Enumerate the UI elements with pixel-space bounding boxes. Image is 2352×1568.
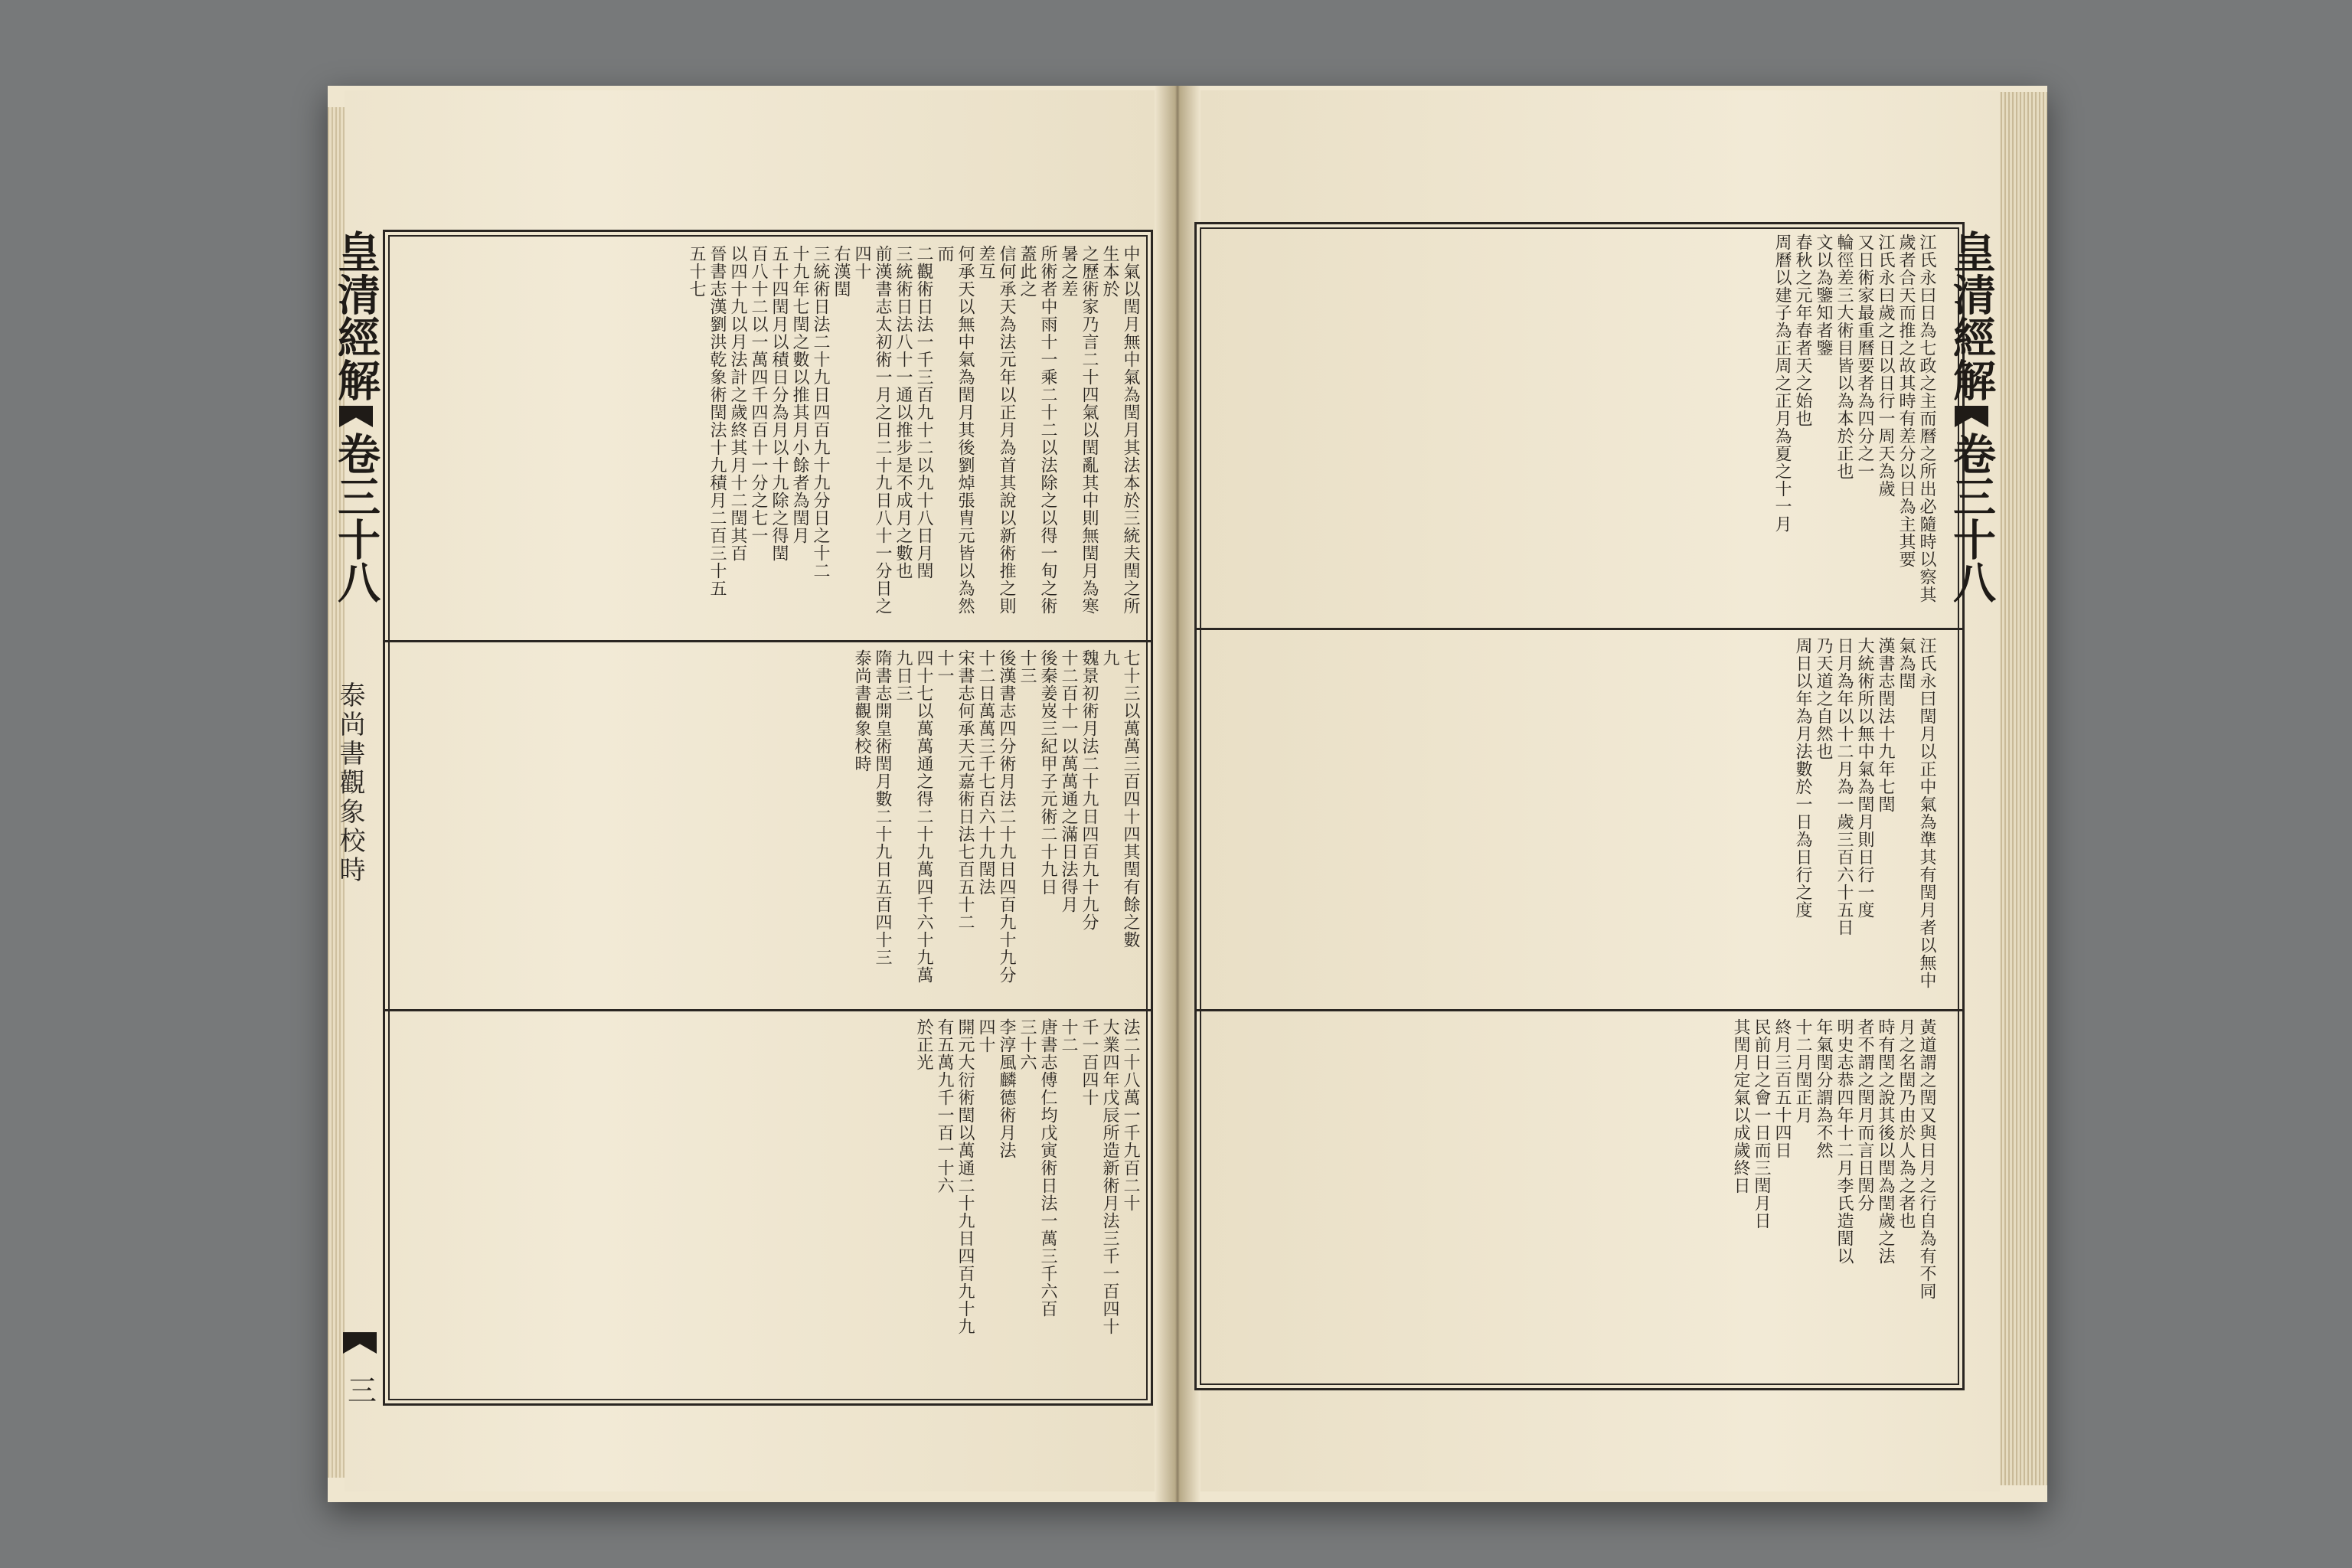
left-middle-register [390,649,1141,1001]
text-column: 開元大衍術閏以萬通二十九日四百九十九 [956,1018,975,1335]
fishtail-ornament-icon [339,406,373,427]
left-lower-register [390,1018,1141,1393]
text-column: 宋書志何承天元嘉術日法七百五十二 [956,649,975,931]
text-column: 五十四閏月以積日分為月以十九除之得閏 [769,245,789,562]
text-column: 黃道謂之閏又與日月之行自為有不同 [1917,1018,1936,1300]
text-column: 春秋之元年春者天之始也 [1793,234,1812,427]
text-column: 輪徑差三大術目皆以為本於正也 [1834,234,1854,480]
right-register-line-1 [1197,628,1962,630]
text-column: 年氣閏分謂為不然 [1814,1018,1833,1159]
text-column: 千一百四十 [1080,1018,1099,1106]
collator-note: 泰尚書觀象校時 [335,681,365,885]
text-column: 民前日之會一日而三閏月日 [1752,1018,1771,1230]
text-column: 李淳風麟德術月法 [997,1018,1016,1159]
fishtail-ornament-icon [343,1332,377,1354]
book-gutter [1155,86,1200,1502]
title-char: 解 [331,358,381,401]
text-column: 右漢閏 [831,245,851,298]
text-column: 有五萬九千一百一十六 [935,1018,954,1194]
text-column: 法二十八萬一千九百二十 [1121,1018,1140,1212]
text-column: 中氣以閏月無中氣為閏月其法本於三統夫閏之所生本於 [1100,245,1140,615]
text-column: 十二日萬萬三千七百六十九閏法 [976,649,995,896]
text-column: 江氏永曰日為七政之主而曆之所出必隨時以察其 [1917,234,1936,603]
text-column: 九日三 [893,649,913,702]
text-column: 文以為鑒知者鑒 [1814,234,1833,357]
text-column: 四十七以萬萬通之得二十九萬四千六十九萬 [914,649,933,984]
text-column: 時有閏之說其後以閏為閏歲之法 [1876,1018,1895,1265]
text-column: 日月為年以十二月為一歲三百六十五日 [1834,637,1854,936]
text-column: 隋書志開皇術閏月數二十九日五百四十三 [873,649,892,966]
text-column: 汪氏永曰閏月以正中氣為準其有閏月者以無中氣為閏 [1896,637,1936,989]
title-char: 皇 [1946,230,1997,273]
text-column: 三統術日法八十一通以推步是不成月之數也 [893,245,913,580]
text-column: 四十 [976,1018,995,1054]
left-register-line-1 [385,640,1151,642]
text-column: 十二 [1059,1018,1078,1054]
text-column: 月之名閏乃由於人為之者也 [1896,1018,1916,1230]
left-upper-register [390,245,1141,632]
text-column: 後秦姜岌三紀甲子元術二十九日 [1038,649,1057,896]
text-column: 百八十二以一萬四千四百十一分之七一 [749,245,768,544]
text-column: 信何承天為法元年以正月為首其說以新術推之則差互 [976,245,1016,615]
right-middle-register [1202,637,1937,1001]
title-char: 皇 [331,230,381,273]
text-column: 以四十九以月法計之歲終其月十二閏其百 [728,245,747,562]
title-char: 解 [1946,358,1997,401]
right-register-line-2 [1197,1009,1962,1011]
text-column: 泰尚書觀象校時 [852,649,871,773]
page-edge-right [1998,92,2047,1485]
text-column: 周曆以建子為正周之正月為夏之十一月 [1772,234,1792,533]
right-upper-register [1202,234,1937,620]
text-column: 大業四年戊辰所造新術月法三千一百四十 [1100,1018,1119,1335]
title-char: 清 [1946,273,1997,315]
text-column: 唐書志傅仁均戊寅術日法一萬三千六百 [1038,1018,1057,1318]
text-column: 歲者合天而推之故其時有差分以日為主其要 [1896,234,1916,568]
text-column: 者不謂之閏月而言日閏分 [1855,1018,1874,1212]
text-column: 晉書志漢劉洪乾象術閏法十九積月二百三十五 [707,245,727,597]
text-column: 後漢書志四分術月法二十九日四百九十九分 [997,649,1016,984]
text-column: 九 [1100,649,1119,667]
text-column: 五十七 [687,245,706,298]
left-page-number-block [337,1332,383,1407]
text-column: 七十三以萬萬三百四十四其閏有餘之數 [1121,649,1140,949]
text-column: 明史志恭四年十二月李氏造閏以 [1834,1018,1854,1265]
title-char: 經 [331,315,381,358]
title-char: 經 [1946,315,1997,358]
text-column: 之歷術家乃言二十四氣以閏亂其中則無閏月為寒暑之差 [1059,245,1099,615]
text-column: 十三 [1018,649,1037,684]
title-char: 八 [331,560,381,603]
title-char: 八 [1946,560,1997,603]
title-char: 三 [1946,475,1997,518]
text-column: 三十六 [1018,1018,1037,1071]
fishtail-ornament-icon [1955,406,1988,427]
title-char: 清 [331,273,381,315]
left-register-line-2 [385,1009,1151,1011]
text-column: 十一 [935,649,954,684]
title-char: 十 [1946,518,1997,560]
text-column: 又日術家最重曆要者為四分之一 [1855,234,1874,480]
text-column: 乃天道之自然也 [1814,637,1833,760]
title-char: 卷 [331,432,381,475]
text-column: 十二月閏正月 [1793,1018,1812,1124]
text-column: 漢書志閏法十九年七閏 [1876,637,1895,813]
text-column: 其閏月定氣以成歲終日 [1731,1018,1750,1194]
page-number: 三 [342,1375,377,1404]
text-column: 周日以年為月法數於一日為日行之度 [1793,637,1812,919]
right-lower-register [1202,1018,1937,1378]
text-column: 十二百十一以萬萬通之滿日法得月 [1059,649,1078,913]
text-column: 十九年七閏之數以推其月小餘者為閏月 [790,245,809,544]
text-column: 於正光 [914,1018,933,1071]
text-column: 大統術所以無中氣為閏月則日行一度 [1855,637,1874,919]
text-column: 魏景初術月法二十九日四百九十九分 [1080,649,1099,931]
text-column: 三統術日法二十九日四百九十九分日之十二 [811,245,830,580]
text-column: 二觀術日法一千三百九十二以九十八日月閏 [914,245,933,580]
text-column: 終月三百五十四日 [1772,1018,1792,1159]
title-char: 三 [331,475,381,518]
title-char: 卷 [1946,432,1997,475]
left-spine-title [329,230,383,603]
text-column: 何承天以無中氣為閏月其後劉焯張胄元皆以為然而 [935,245,975,615]
text-column: 前漢書志太初術一月之日二十九日八十一分日之四十 [852,245,892,615]
title-char: 十 [331,518,381,560]
text-column: 江氏永曰歲之日以日行一周天為歲 [1876,234,1895,498]
text-column: 所術者中雨十一乘二十二以法除之以得一旬之術蓋此之 [1018,245,1057,615]
right-spine-title [1945,230,1998,603]
